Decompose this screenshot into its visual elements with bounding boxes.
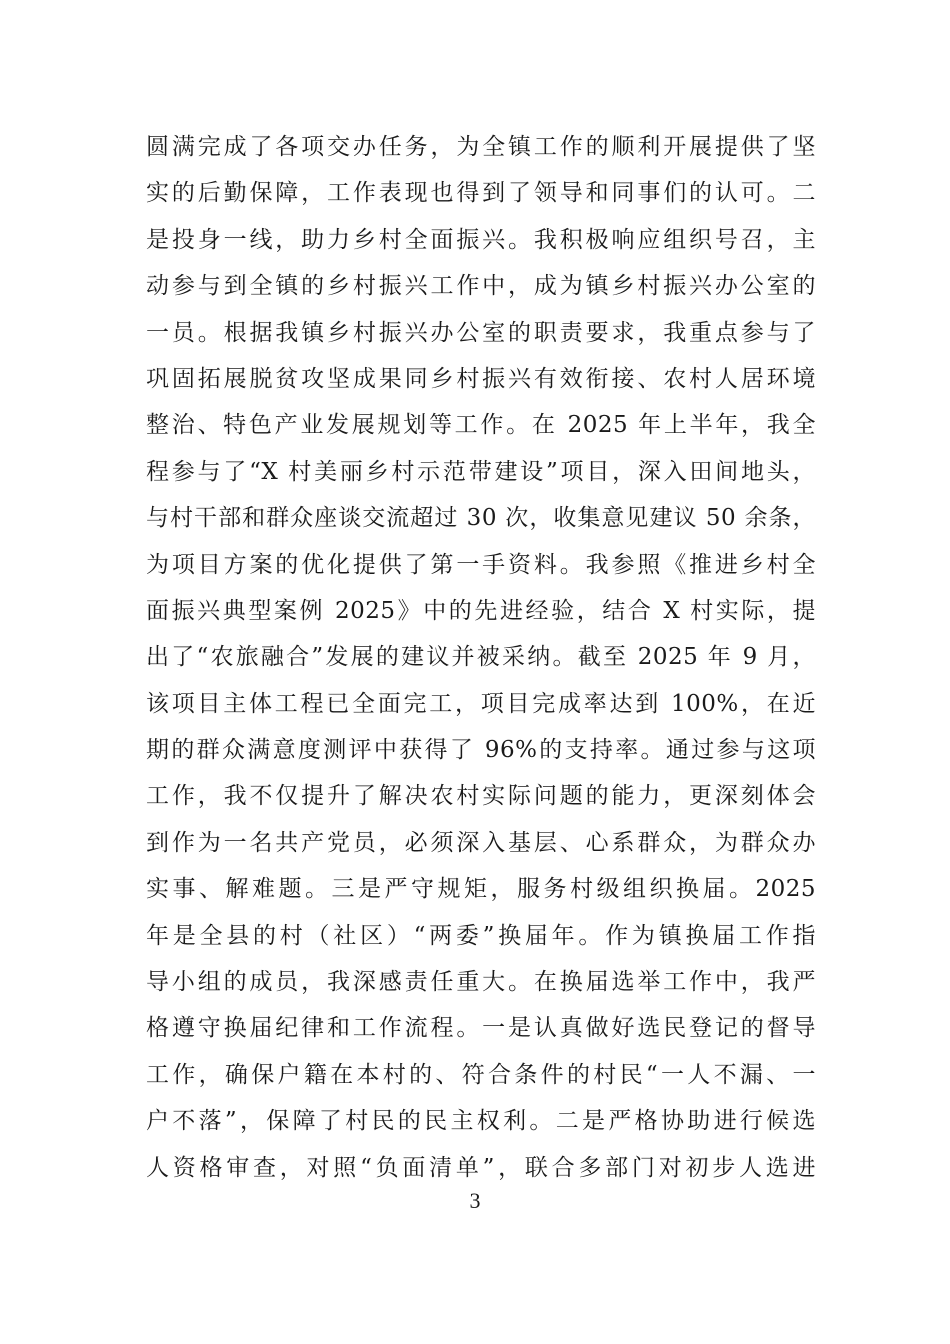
text-line: 工作，我不仅提升了解决农村实际问题的能力，更深刻体会: [146, 783, 816, 810]
text-line: 圆满完成了各项交办任务，为全镇工作的顺利开展提供了坚: [146, 134, 816, 160]
text-line: 一员。根据我镇乡村振兴办公室的职责要求，我重点参与了: [146, 319, 816, 346]
text-line: 工作，确保户籍在本村的、符合条件的村民“一人不漏、一: [146, 1061, 816, 1088]
text-line: 动参与到全镇的乡村振兴工作中，成为镇乡村振兴办公室的: [146, 273, 816, 300]
text-line: 整治、特色产业发展规划等工作。在 2025 年上半年，我全: [146, 412, 816, 439]
text-line: 格遵守换届纪律和工作流程。一是认真做好选民登记的督导: [146, 1015, 816, 1042]
text-line: 为项目方案的优化提供了第一手资料。我参照《推进乡村全: [146, 551, 816, 578]
text-line: 是投身一线，助力乡村全面振兴。我积极响应组织号召，主: [146, 226, 816, 253]
text-line: 到作为一名共产党员，必须深入基层、心系群众，为群众办: [146, 829, 816, 856]
text-line: 人资格审查，对照“负面清单”，联合多部门对初步人选进: [146, 1154, 816, 1181]
text-line: 实事、解难题。三是严守规矩，服务村级组织换届。2025: [146, 876, 816, 903]
text-line: 期的群众满意度测评中获得了 96%的支持率。通过参与这项: [146, 737, 816, 764]
text-line: 巩固拓展脱贫攻坚成果同乡村振兴有效衔接、农村人居环境: [146, 365, 816, 392]
text-line: 实的后勤保障，工作表现也得到了领导和同事们的认可。二: [146, 180, 816, 207]
text-line: 与村干部和群众座谈交流超过 30 次，收集意见建议 50 余条，: [146, 505, 816, 532]
text-line: 户不落”，保障了村民的民主权利。二是严格协助进行候选: [146, 1108, 816, 1135]
body-text: [146, 124, 816, 1191]
text-line: 年是全县的村（社区）“两委”换届年。作为镇换届工作指: [146, 922, 816, 949]
text-line: 程参与了“X 村美丽乡村示范带建设”项目，深入田间地头，: [146, 458, 816, 485]
page-number: 3: [469, 1188, 481, 1213]
text-line: 导小组的成员，我深感责任重大。在换届选举工作中，我严: [146, 969, 816, 996]
text-line: 该项目主体工程已全面完工，项目完成率达到 100%，在近: [146, 690, 816, 717]
text-line: 面振兴典型案例 2025》中的先进经验，结合 X 村实际，提: [146, 597, 816, 624]
text-line: 出了“农旅融合”发展的建议并被采纳。截至 2025 年 9 月，: [146, 644, 816, 671]
